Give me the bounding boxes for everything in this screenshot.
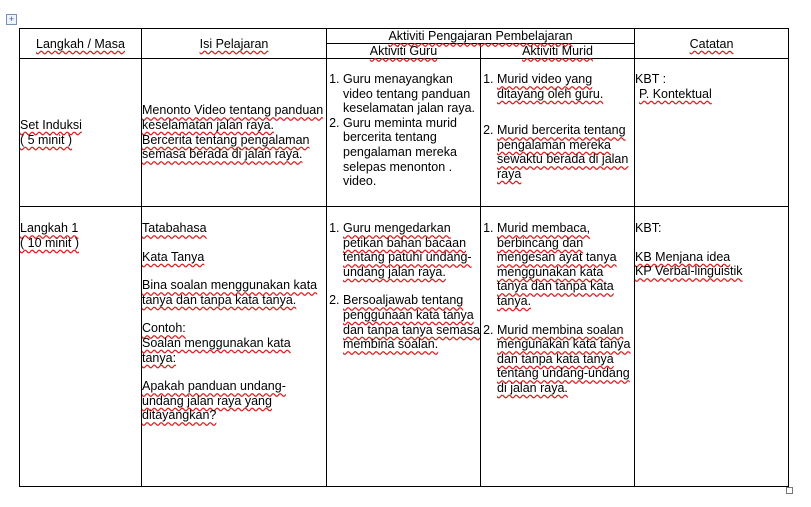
header-aktiviti-murid: Aktiviti Murid: [481, 44, 635, 59]
row2-murid-list: [481, 221, 634, 396]
list-item: 1. Guru mengedarkan petikan bahan bacaan tentang patuhi undang-undang jalan raya.: [343, 221, 480, 279]
table-resize-handle[interactable]: [786, 487, 793, 494]
row1-step: Set Induksi: [20, 117, 82, 132]
row1-murid-cell: [481, 59, 635, 207]
row2-step: Langkah 1: [20, 221, 79, 235]
header-langkah-masa: Langkah / Masa: [20, 29, 142, 59]
list-item: 2. Bersoaljawab tentang penggunaan kata tanya dan tanpa tanya semasa membina soalan.: [343, 293, 480, 351]
row2-catatan-line1: KB Menjana idea: [635, 249, 731, 264]
lesson-plan-table: [19, 28, 789, 487]
row1-step-cell: [20, 59, 142, 207]
row1-catatan-cell: [635, 59, 789, 207]
row2-isi-title: Tatabahasa: [142, 221, 207, 235]
row1-isi-cell: [142, 59, 327, 207]
row1-guru-cell: [327, 59, 481, 207]
table-move-handle-icon[interactable]: +: [6, 14, 17, 25]
list-item: 1. Guru menayangkan video tentang panduan keselamatan jalan raya.: [343, 72, 480, 116]
row1-time: ( 5 minit ): [20, 132, 73, 147]
row2-isi-example: Apakah panduan undang-undang jalan raya yang ditayangkan?: [142, 379, 286, 423]
row2-murid-cell: [481, 207, 635, 487]
list-item: 1. Murid membaca, berbincang dan mengesan ayat tanya menggunakan kata tanya dan tanpa kata tanya.: [497, 221, 634, 309]
row2-isi-contoh-text: Soalan menggunakan kata tanya:: [142, 335, 291, 365]
header-aktiviti: Aktiviti Pengajaran Pembelajaran: [327, 29, 635, 44]
row2-catatan-line2: KP Verbal-linguistik: [635, 264, 743, 279]
table-row: [20, 207, 789, 487]
list-item: 2. Murid bercerita tentang pengalaman mereka sewaktu berada di jalan raya: [497, 123, 634, 181]
row2-guru-cell: [327, 207, 481, 487]
row1-catatan-value: P. Kontektual: [639, 86, 712, 101]
row2-isi-topic: Kata Tanya: [142, 249, 205, 264]
row1-isi-line1: Menonto Video tentang panduan keselamatan jalan raya.: [142, 103, 324, 132]
row2-catatan-cell: [635, 207, 789, 487]
row2-isi-task: Bina soalan menggunakan kata tanya dan tanpa kata tanya.: [142, 278, 318, 307]
table-row: [20, 59, 789, 207]
row2-isi-cell: [142, 207, 327, 487]
list-item: 2. Guru meminta murid bercerita tentang pengalaman mereka selepas menonton . video.: [343, 116, 480, 189]
row1-isi-line2: Bercerita tentang pengalaman semasa berada di jalan raya.: [142, 132, 310, 162]
header-catatan: Catatan: [635, 29, 789, 59]
row2-step-cell: [20, 207, 142, 487]
row1-murid-list: [481, 72, 634, 182]
header-aktiviti-guru: Aktiviti Guru: [327, 44, 481, 59]
row2-catatan-label: KBT:: [635, 221, 662, 235]
list-item: 1. Murid video yang ditayang oleh guru.: [497, 72, 634, 101]
list-item: 2. Murid membina soalan mengunakan kata tanya dan tanpa kata tanya tentang undang-undang di jalan raya.: [497, 323, 634, 396]
header-isi-pelajaran: Isi Pelajaran: [142, 29, 327, 59]
row2-guru-list: [327, 221, 480, 352]
row1-catatan-label: KBT :: [635, 72, 667, 86]
row2-time: ( 10 minit ): [20, 235, 80, 250]
row2-isi-contoh-label: Contoh:: [142, 321, 186, 336]
row1-guru-list: [327, 72, 480, 189]
